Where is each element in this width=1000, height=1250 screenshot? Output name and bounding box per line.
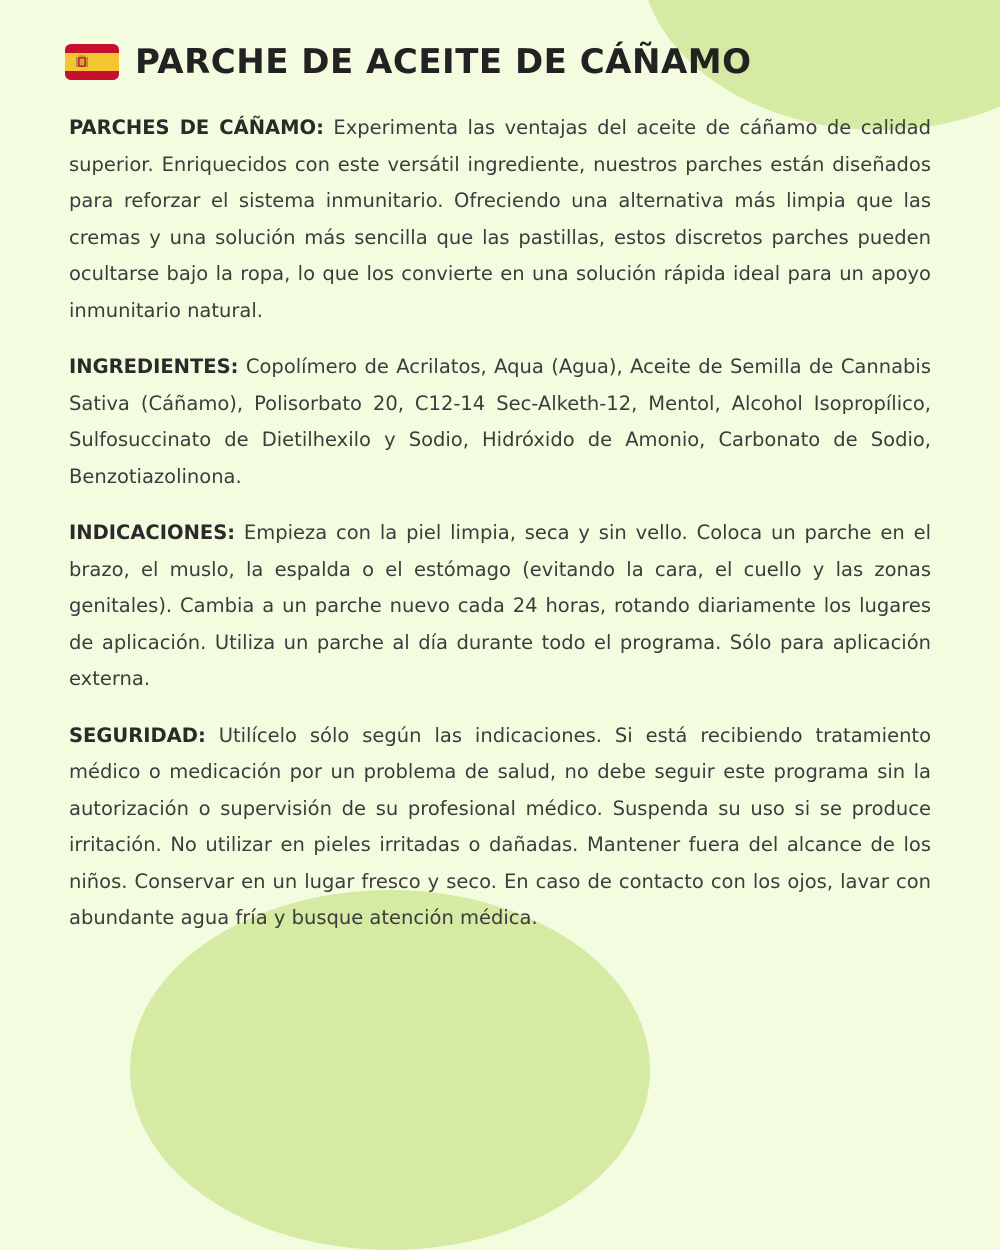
section-seguridad: [69, 718, 931, 937]
spain-flag-icon: [65, 44, 119, 80]
section-label: INDICACIONES:: [69, 521, 236, 544]
page-header: [65, 40, 752, 84]
section-label: SEGURIDAD:: [69, 723, 206, 747]
page-title: PARCHE DE ACEITE DE CÁÑAMO: [135, 42, 752, 82]
section-text: Empieza con la piel limpia, seca y sin vello. Coloca un parche en el brazo, el muslo, la espalda o el estómago (evitando la cara, el cuello y las zonas genitales). Cambia a un parche nuevo cada 24 horas, rotando diariamente los lugares de aplicación. Utiliza un parche al día durante todo el programa. Sólo para aplicación externa.: [69, 521, 931, 690]
document-body: [69, 110, 931, 957]
section-indicaciones: [69, 515, 931, 698]
section-text: Copolímero de Acrilatos, Aqua (Agua), Aceite de Semilla de Cannabis Sativa (Cáñamo), Polisorbato 20, C12-14 Sec-Alketh-12, Mentol, Alcohol Isopropílico, Sulfosuccinato de Dietilhexilo y Sodio, Hidróxido de Amonio, Carbonato de Sodio, Benzotiazolinona.: [69, 355, 932, 488]
section-text: Experimenta las ventajas del aceite de cáñamo de calidad superior. Enriquecidos con este versátil ingrediente, nuestros parches están diseñados para reforzar el sistema inmunitario. Ofreciendo una alternativa más limpia que las cremas y una solución más sencilla que las pastillas, estos discretos parches pueden ocultarse bajo la ropa, lo que los convierte en una solución rápida ideal para un apoyo inmunitario natural.: [69, 116, 932, 322]
section-parches: [69, 110, 931, 329]
section-ingredientes: [69, 349, 931, 495]
section-label: INGREDIENTES:: [69, 355, 239, 378]
section-text: Utilícelo sólo según las indicaciones. Si está recibiendo tratamiento médico o medicación por un problema de salud, no debe seguir este programa sin la autorización o supervisión de su profesional médico. Suspenda su uso si se produce irritación. No utilizar en pieles irritadas o dañadas. Mantener fuera del alcance de los niños. Conservar en un lugar fresco y seco. En caso de contacto con los ojos, lavar con abundante agua fría y busque atención médica.: [69, 723, 932, 929]
section-label: PARCHES DE CÁÑAMO:: [69, 116, 324, 139]
